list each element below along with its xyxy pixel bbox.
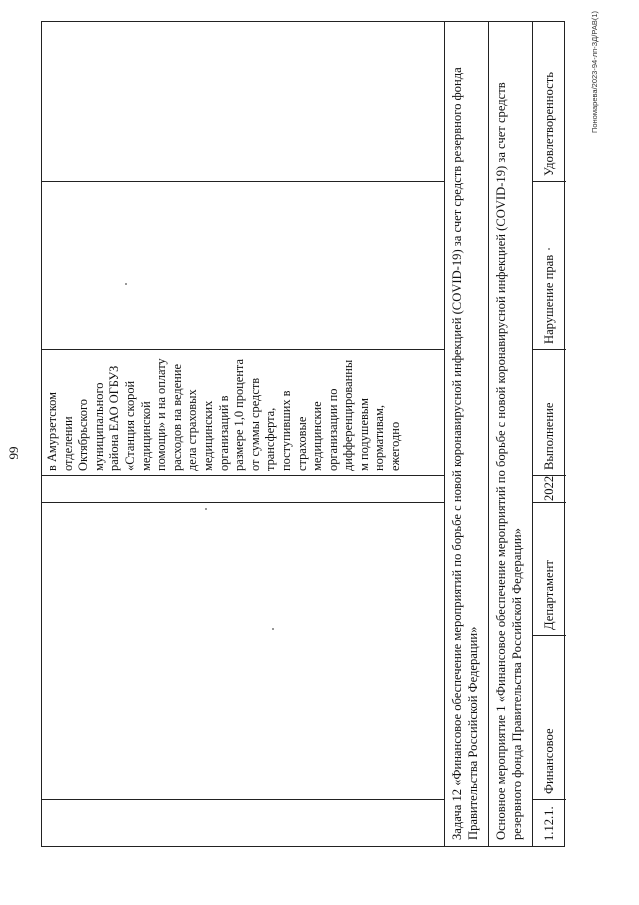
table-row-item <box>532 22 566 846</box>
scan-speck <box>548 248 550 250</box>
item-status: Выполнение <box>533 349 566 475</box>
scan-speck <box>272 628 274 630</box>
page-number: 99 <box>6 446 21 460</box>
table-cell-year <box>42 475 444 502</box>
measure-row: Основное мероприятие 1 «Финансовое обеспечение мероприятий по борьбе с новой коронавирусной инфекцией (COVID-19) за счет средств резервного фонда Правительства Российской Федерации» <box>488 22 532 846</box>
item-violation: Нарушение прав <box>533 181 566 349</box>
table-row-main <box>42 22 444 846</box>
item-number: 1.12.1. <box>533 799 566 846</box>
item-satisfaction: Удовлетворенность <box>542 72 556 176</box>
table-cell-violation <box>42 181 444 349</box>
table-cell-description <box>42 349 444 475</box>
measures-table <box>41 21 565 847</box>
table-cell-name <box>42 502 444 799</box>
table-cell-number <box>42 799 444 846</box>
description-text: в Амурзетском отделении Октябрьского муниципального района ЕАО ОГБУЗ «Станция скорой медицинской помощи» и на оплату расходов на ведение дела страховых медицинских организаций в размере 1,0 процента от суммы средств трансферта, поступивших в страховые медицинские организации по дифференцированны м подушевым нормативам, ежегодно <box>45 358 403 471</box>
scan-speck <box>125 283 127 285</box>
item-year: 2022 <box>533 475 566 502</box>
footer-note: Пономарева/2023-94-лп-ЗД/РАВ(1) <box>590 11 599 134</box>
task-row: Задача 12 «Финансовое обеспечение мероприятий по борьбе с новой коронавирусной инфекцией (COVID-19) за счет средств резервного фонда Правительства Российской Федерации» <box>444 22 488 846</box>
table-cell-satisfaction <box>42 20 444 181</box>
item-executor: Департамент <box>533 502 566 635</box>
scan-speck <box>205 508 207 510</box>
item-name: Финансовое <box>533 635 566 799</box>
